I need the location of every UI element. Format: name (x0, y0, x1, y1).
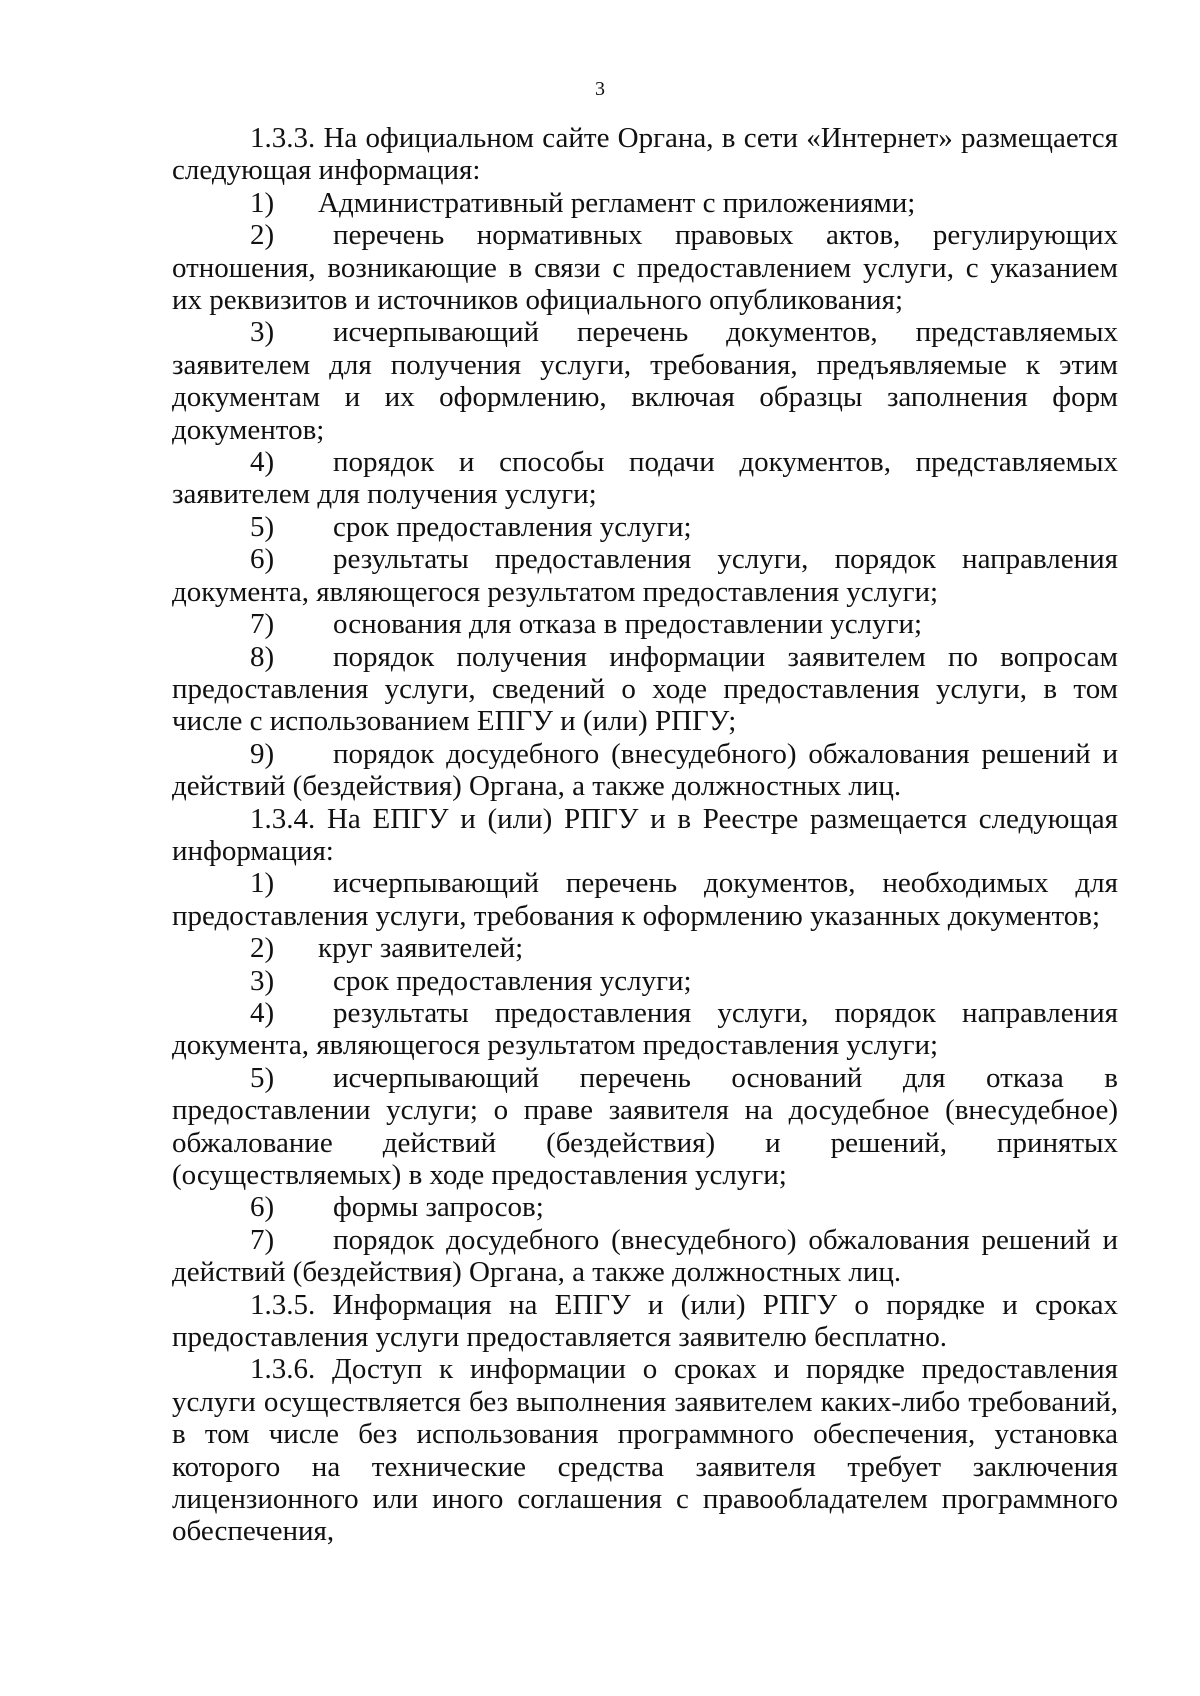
list-item-number: 8) (250, 640, 275, 673)
list-item-text: результаты предоставления услуги, порядок направления документа, являющегося результатом предоставления услуги; (172, 996, 1118, 1062)
list-item-number: 5) (250, 510, 275, 543)
list-item-number: 4) (250, 996, 275, 1029)
list-item (172, 867, 1118, 932)
list-item-number: 1) (250, 867, 275, 900)
list-item-text: исчерпывающий перечень документов, представляемых заявителем для получения услуги, требования, предъявляемые к этим документам и их оформлению, включая образцы заполнения форм документов; (172, 316, 1118, 446)
paragraph-1-3-6: 1.3.6. Доступ к информации о сроках и порядке предоставления услуги осуществляется без выполнения заявителем каких-либо требований, в том числе без использования программного обеспечения, установка которого на технические средства заявителя требует заключения лицензионного или иного соглашения с правообладателем программного обеспечения, (172, 1353, 1118, 1548)
list-item-number: 7) (250, 608, 275, 641)
list-item (172, 608, 1118, 640)
paragraph-1-3-4: 1.3.4. На ЕПГУ и (или) РПГУ и в Реестре размещается следующая информация: (172, 802, 1118, 867)
page-number: 3 (595, 78, 605, 100)
list-item-number: 7) (250, 1223, 275, 1256)
list-item (172, 1062, 1118, 1192)
list-item (172, 965, 1118, 997)
list-item-number: 6) (250, 543, 275, 576)
list-item-text: исчерпывающий перечень документов, необходимых для предоставления услуги, требования к оформлению указанных документов; (172, 867, 1118, 932)
list-item (172, 446, 1118, 511)
list-item-number: 5) (250, 1061, 275, 1094)
list-item (172, 738, 1118, 803)
list-item-text: формы запросов; (333, 1191, 544, 1224)
list-item-number: 3) (250, 316, 275, 349)
list-item-text: порядок досудебного (внесудебного) обжалования решений и действий (бездействия) Органа, а также должностных лиц. (172, 737, 1118, 803)
list-item (172, 511, 1118, 543)
list-item (172, 997, 1118, 1062)
list-item (172, 187, 1118, 219)
paragraph-1-3-5: 1.3.5. Информация на ЕПГУ и (или) РПГУ о порядке и сроках предоставления услуги предоставляется заявителю бесплатно. (172, 1288, 1118, 1354)
list-item-number: 9) (250, 737, 275, 770)
list-item-text: порядок досудебного (внесудебного) обжалования решений и действий (бездействия) Органа, а также должностных лиц. (172, 1223, 1118, 1289)
list-item (172, 219, 1118, 316)
list-item-text: порядок и способы подачи документов, представляемых заявителем для получения услуги; (172, 446, 1118, 511)
list-item-text: основания для отказа в предоставлении услуги; (333, 608, 923, 641)
list-item-number: 6) (250, 1191, 275, 1224)
list-item (172, 932, 1118, 964)
list-item (172, 1224, 1118, 1289)
list-item (172, 316, 1118, 446)
list-item-text: исчерпывающий перечень оснований для отказа в предоставлении услуги; о праве заявителя на досудебное (внесудебное) обжалование действий (бездействия) и решений, принятых (осуществляемых) в ходе предоставления услуги; (172, 1061, 1118, 1191)
paragraph-1-3-3: 1.3.3. На официальном сайте Органа, в сети «Интернет» размещается следующая информация: (172, 122, 1118, 187)
list-item-number: 4) (250, 446, 275, 479)
list-item-text: срок предоставления услуги; (333, 964, 692, 997)
list-item-number: 2) (250, 219, 275, 252)
list-item-number: 3) (250, 964, 275, 997)
document-body (172, 122, 1118, 1548)
list-item-text: срок предоставления услуги; (333, 510, 692, 543)
list-item-text: Административный регламент с приложениями; (318, 186, 916, 219)
list-item (172, 641, 1118, 738)
list-item-text: круг заявителей; (318, 932, 524, 965)
list-item-text: перечень нормативных правовых актов, регулирующих отношения, возникающие в связи с предоставлением услуги, с указанием их реквизитов и источников официального опубликования; (172, 219, 1118, 317)
list-item-number: 2) (250, 932, 275, 965)
list-item (172, 543, 1118, 608)
list-item (172, 1191, 1118, 1223)
list-item-number: 1) (250, 186, 275, 219)
list-item-text: порядок получения информации заявителем по вопросам предоставления услуги, сведений о ходе предоставления услуги, в том числе с использованием ЕПГУ и (или) РПГУ; (172, 640, 1118, 738)
list-item-text: результаты предоставления услуги, порядок направления документа, являющегося результатом предоставления услуги; (172, 543, 1118, 608)
